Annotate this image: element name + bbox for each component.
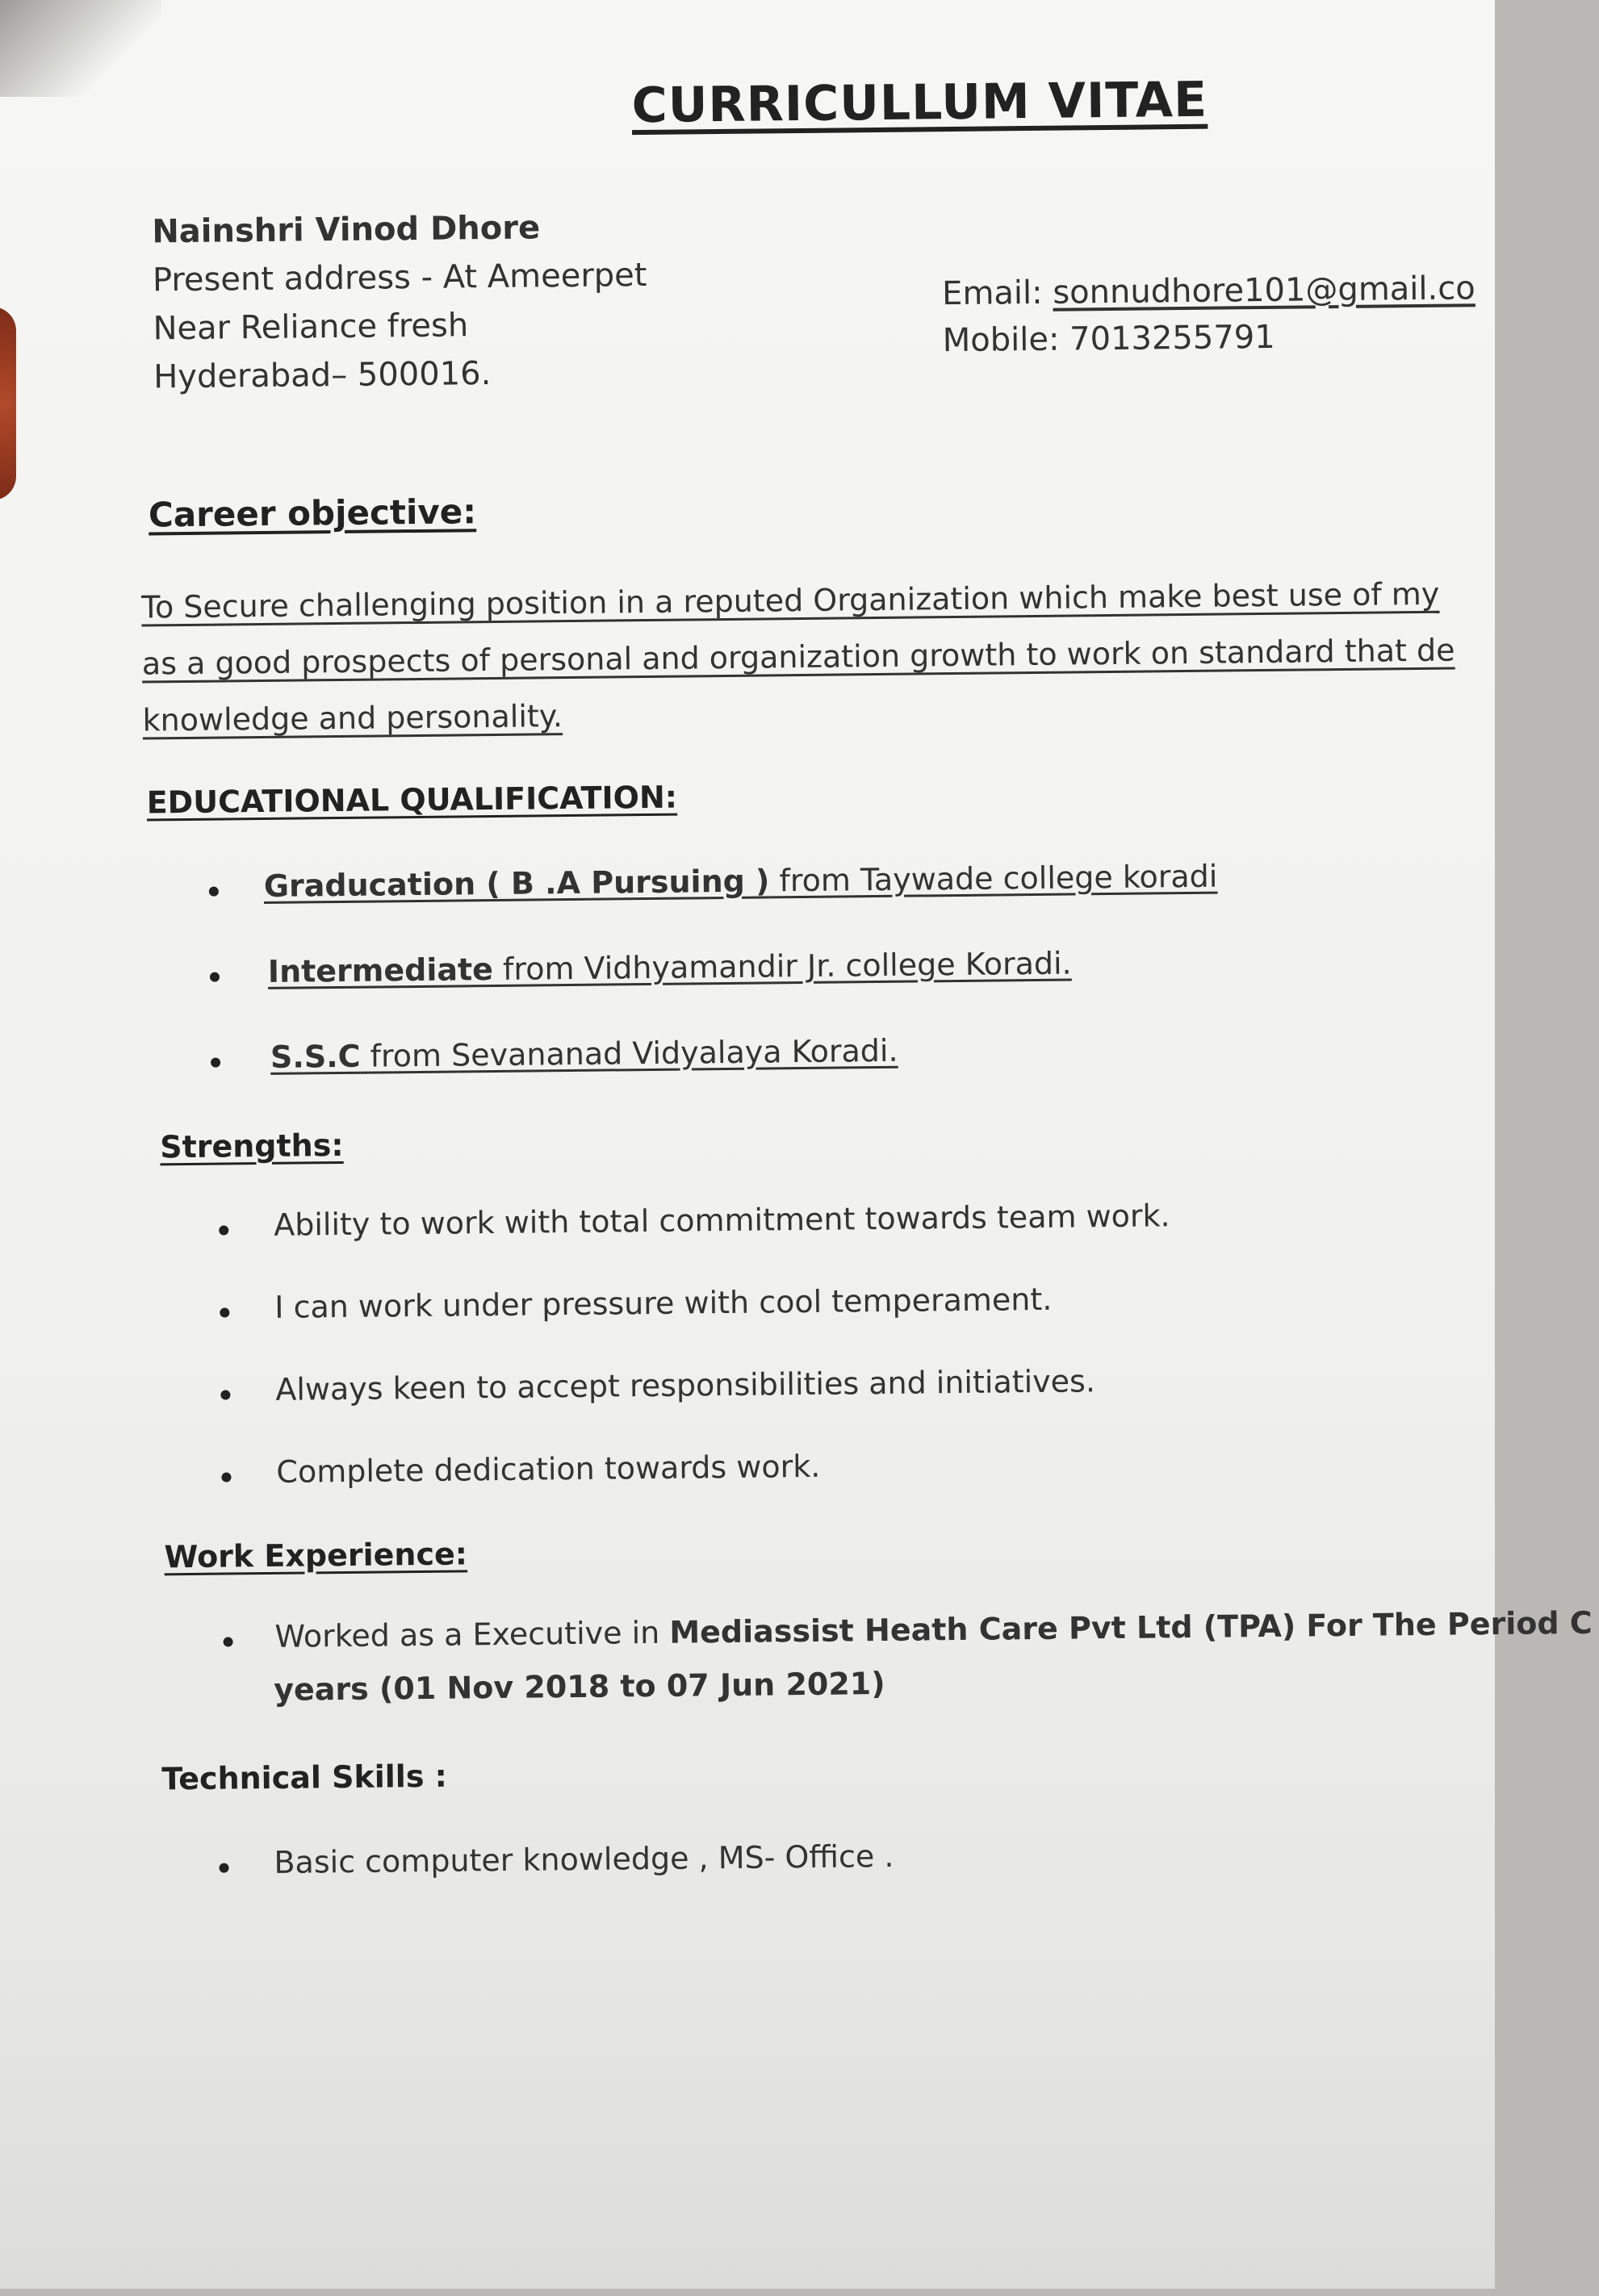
email-row — [942, 265, 1476, 317]
bullet-icon — [211, 1058, 220, 1068]
mobile-row — [942, 312, 1476, 364]
education-item-bold: Intermediate — [267, 951, 494, 989]
bullet-icon — [219, 1225, 228, 1235]
bullet-icon — [209, 887, 219, 897]
career-heading: Career objective: — [148, 491, 477, 535]
technical-heading: Technical Skills : — [161, 1758, 448, 1797]
bullet-icon — [221, 1472, 231, 1482]
work-line-prefix: Worked as a Executive in — [274, 1614, 670, 1654]
career-line-1: To Secure challenging position in a reputed Organization which make best use of my — [140, 575, 1440, 625]
bullet-icon — [220, 1307, 229, 1317]
bullet-icon — [220, 1390, 230, 1399]
document-title: CURRICULLUM VITAE — [631, 71, 1208, 135]
work-period: years (01 Nov 2018 to 07 Jun 2021) — [274, 1665, 885, 1708]
work-heading: Work Experience: — [164, 1536, 468, 1575]
address-line-3: Hyderabad– 500016. — [153, 355, 492, 396]
bullet-icon — [219, 1863, 228, 1873]
mobile-value: 7013255791 — [1069, 318, 1275, 358]
career-line-2: as a good prospects of personal and organization growth to work on standard that de — [141, 632, 1455, 682]
mobile-label: Mobile: — [942, 320, 1060, 360]
education-item-rest: from Sevananad Vidyalaya Koradi. — [360, 1032, 898, 1074]
education-heading: EDUCATIONAL QUALIFICATION: — [146, 779, 678, 821]
address-line-2: Near Reliance fresh — [153, 307, 469, 348]
bullet-icon — [210, 972, 220, 982]
address-block — [152, 203, 648, 401]
contact-block — [942, 265, 1476, 364]
education-item-rest: from Vidhyamandir Jr. college Koradi. — [492, 945, 1072, 988]
work-company: Mediassist Heath Care Pvt Ltd (TPA) For The Period C — [669, 1604, 1593, 1650]
candidate-name: Nainshri Vinod Dhore — [152, 209, 541, 251]
education-item-rest: from Taywade college koradi — [769, 858, 1218, 899]
cv-document: CURRICULLUM VITAE Nainshri Vinod Dhore Present address - At Ameerpet Near Reliance fresh Hyderabad– 500016. Email: sonnudhore101@gmail.co Mobile: 7013255791 Career objective: To Secure challenging position in a reputed Organization which make best use of my as a good prospects of personal and organization growth to work on standard that de knowledge and personality. EDUCATIONAL QUALIFICATION: Graducation ( B .A Pursuing ) from Taywade college koradi Intermediate from Vidhyamandir Jr. college Koradi. S.S.C from Sevananad Vidyalaya Koradi. Strengths: Ability to work with total commitment towards team work. I can work under pressure with cool temperament. Always keen to accept responsibilities and initiatives. Complete dedication towards work. Work Experience: Worked as a Executive in Mediassist Heath Care Pvt Ltd (TPA) For The Period C years (01 Nov 2018 to 07 Jun 2021) Technical Skills : Basic computer knowledge , MS- Office . — [140, 71, 1593, 1880]
career-objective-text — [141, 566, 1456, 749]
address-line-1: Present address - At Ameerpet — [152, 256, 647, 299]
education-item-bold: S.S.C — [270, 1038, 361, 1075]
bullet-icon — [224, 1637, 233, 1646]
strengths-heading: Strengths: — [159, 1127, 344, 1165]
education-item-bold: Graducation ( B .A Pursuing ) — [263, 863, 770, 904]
email-label: Email: — [941, 274, 1043, 313]
email-value: sonnudhore101@gmail.co — [1053, 270, 1476, 312]
career-line-3: knowledge and personality. — [142, 698, 563, 738]
